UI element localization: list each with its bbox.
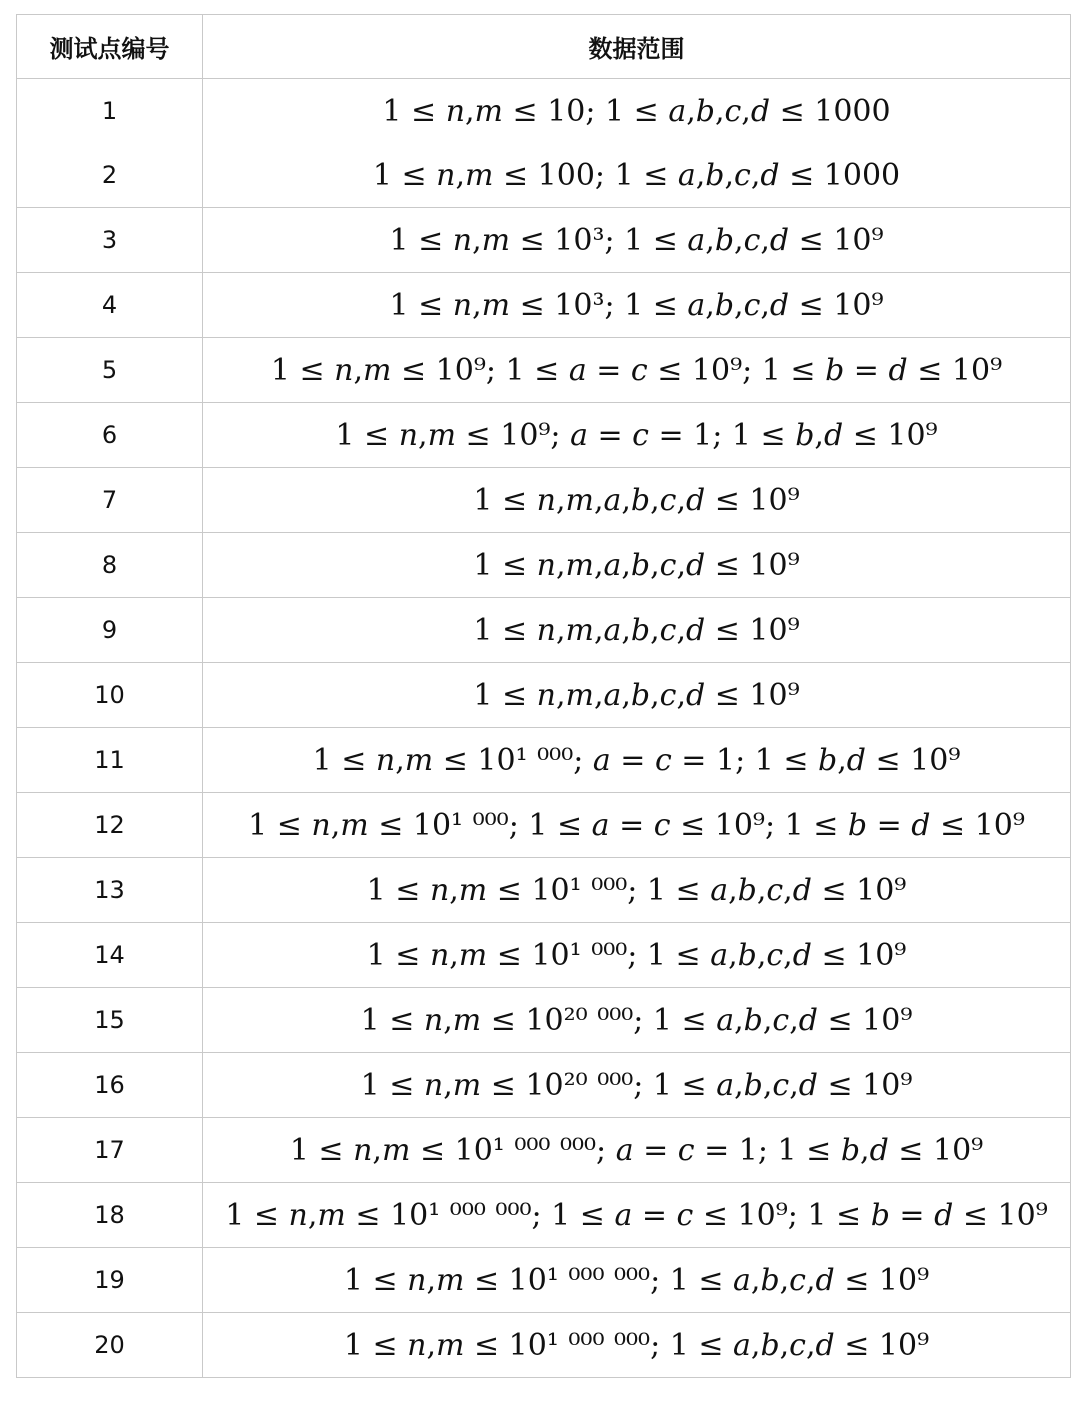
data-range: 1 ≤ 𝑛,𝑚 ≤ 10¹ ⁰⁰⁰; 1 ≤ 𝑎 = 𝑐 ≤ 10⁹; 1 ≤ 𝑏 = 𝑑 ≤ 10⁹ (203, 793, 1071, 858)
test-point-id: 17 (17, 1118, 203, 1183)
header-test-point-id: 测试点编号 (17, 15, 203, 79)
test-point-id: 5 (17, 338, 203, 403)
table-header-row (17, 15, 1071, 79)
data-range: 1 ≤ 𝑛,𝑚 ≤ 10¹ ⁰⁰⁰ ⁰⁰⁰; 1 ≤ 𝑎,𝑏,𝑐,𝑑 ≤ 10⁹ (203, 1248, 1071, 1313)
table-row (17, 403, 1071, 468)
data-range: 1 ≤ 𝑛,𝑚 ≤ 10³; 1 ≤ 𝑎,𝑏,𝑐,𝑑 ≤ 10⁹ (203, 208, 1071, 273)
data-range: 1 ≤ 𝑛,𝑚 ≤ 10¹ ⁰⁰⁰ ⁰⁰⁰; 1 ≤ 𝑎,𝑏,𝑐,𝑑 ≤ 10⁹ (203, 1313, 1071, 1378)
table-body (17, 79, 1071, 1378)
data-range: 1 ≤ 𝑛,𝑚 ≤ 10²⁰ ⁰⁰⁰; 1 ≤ 𝑎,𝑏,𝑐,𝑑 ≤ 10⁹ (203, 1053, 1071, 1118)
test-point-id: 4 (17, 273, 203, 338)
data-range: 1 ≤ 𝑛,𝑚 ≤ 10¹ ⁰⁰⁰; 𝑎 = 𝑐 = 1; 1 ≤ 𝑏,𝑑 ≤ 10⁹ (203, 728, 1071, 793)
test-point-id: 12 (17, 793, 203, 858)
test-point-id: 16 (17, 1053, 203, 1118)
table-row (17, 143, 1071, 208)
table-row (17, 1118, 1071, 1183)
data-range: 1 ≤ 𝑛,𝑚 ≤ 10¹ ⁰⁰⁰ ⁰⁰⁰; 1 ≤ 𝑎 = 𝑐 ≤ 10⁹; 1 ≤ 𝑏 = 𝑑 ≤ 10⁹ (203, 1183, 1071, 1248)
test-point-id: 6 (17, 403, 203, 468)
test-point-id: 14 (17, 923, 203, 988)
table-row (17, 728, 1071, 793)
table-row (17, 923, 1071, 988)
test-point-id: 3 (17, 208, 203, 273)
table-row (17, 468, 1071, 533)
table-row (17, 598, 1071, 663)
table-row (17, 1053, 1071, 1118)
test-point-id: 1 (17, 79, 203, 144)
table-row (17, 1248, 1071, 1313)
test-point-id: 7 (17, 468, 203, 533)
data-range: 1 ≤ 𝑛,𝑚 ≤ 10¹ ⁰⁰⁰; 1 ≤ 𝑎,𝑏,𝑐,𝑑 ≤ 10⁹ (203, 858, 1071, 923)
test-point-id: 10 (17, 663, 203, 728)
data-range-table (16, 14, 1071, 1378)
data-range: 1 ≤ 𝑛,𝑚 ≤ 10¹ ⁰⁰⁰; 1 ≤ 𝑎,𝑏,𝑐,𝑑 ≤ 10⁹ (203, 923, 1071, 988)
table-row (17, 988, 1071, 1053)
table-row (17, 1183, 1071, 1248)
header-data-range: 数据范围 (203, 15, 1071, 79)
table-row (17, 338, 1071, 403)
data-range: 1 ≤ 𝑛,𝑚 ≤ 10⁹; 1 ≤ 𝑎 = 𝑐 ≤ 10⁹; 1 ≤ 𝑏 = 𝑑 ≤ 10⁹ (203, 338, 1071, 403)
data-range: 1 ≤ 𝑛,𝑚 ≤ 10; 1 ≤ 𝑎,𝑏,𝑐,𝑑 ≤ 1000 (203, 79, 1071, 144)
table-row (17, 663, 1071, 728)
data-range: 1 ≤ 𝑛,𝑚,𝑎,𝑏,𝑐,𝑑 ≤ 10⁹ (203, 598, 1071, 663)
data-range: 1 ≤ 𝑛,𝑚 ≤ 10¹ ⁰⁰⁰ ⁰⁰⁰; 𝑎 = 𝑐 = 1; 1 ≤ 𝑏,𝑑 ≤ 10⁹ (203, 1118, 1071, 1183)
table-row (17, 533, 1071, 598)
test-point-id: 18 (17, 1183, 203, 1248)
table-row (17, 858, 1071, 923)
table-row (17, 208, 1071, 273)
data-range: 1 ≤ 𝑛,𝑚 ≤ 10⁹; 𝑎 = 𝑐 = 1; 1 ≤ 𝑏,𝑑 ≤ 10⁹ (203, 403, 1071, 468)
data-range: 1 ≤ 𝑛,𝑚,𝑎,𝑏,𝑐,𝑑 ≤ 10⁹ (203, 468, 1071, 533)
test-point-id: 19 (17, 1248, 203, 1313)
data-range: 1 ≤ 𝑛,𝑚,𝑎,𝑏,𝑐,𝑑 ≤ 10⁹ (203, 663, 1071, 728)
test-point-id: 15 (17, 988, 203, 1053)
table-row (17, 273, 1071, 338)
data-range: 1 ≤ 𝑛,𝑚 ≤ 100; 1 ≤ 𝑎,𝑏,𝑐,𝑑 ≤ 1000 (203, 143, 1071, 208)
test-point-id: 2 (17, 143, 203, 208)
table-row (17, 79, 1071, 144)
test-point-id: 20 (17, 1313, 203, 1378)
data-range: 1 ≤ 𝑛,𝑚,𝑎,𝑏,𝑐,𝑑 ≤ 10⁹ (203, 533, 1071, 598)
data-range: 1 ≤ 𝑛,𝑚 ≤ 10²⁰ ⁰⁰⁰; 1 ≤ 𝑎,𝑏,𝑐,𝑑 ≤ 10⁹ (203, 988, 1071, 1053)
data-range: 1 ≤ 𝑛,𝑚 ≤ 10³; 1 ≤ 𝑎,𝑏,𝑐,𝑑 ≤ 10⁹ (203, 273, 1071, 338)
test-point-id: 13 (17, 858, 203, 923)
test-point-id: 9 (17, 598, 203, 663)
table-row (17, 793, 1071, 858)
table-row (17, 1313, 1071, 1378)
test-point-id: 11 (17, 728, 203, 793)
test-point-id: 8 (17, 533, 203, 598)
